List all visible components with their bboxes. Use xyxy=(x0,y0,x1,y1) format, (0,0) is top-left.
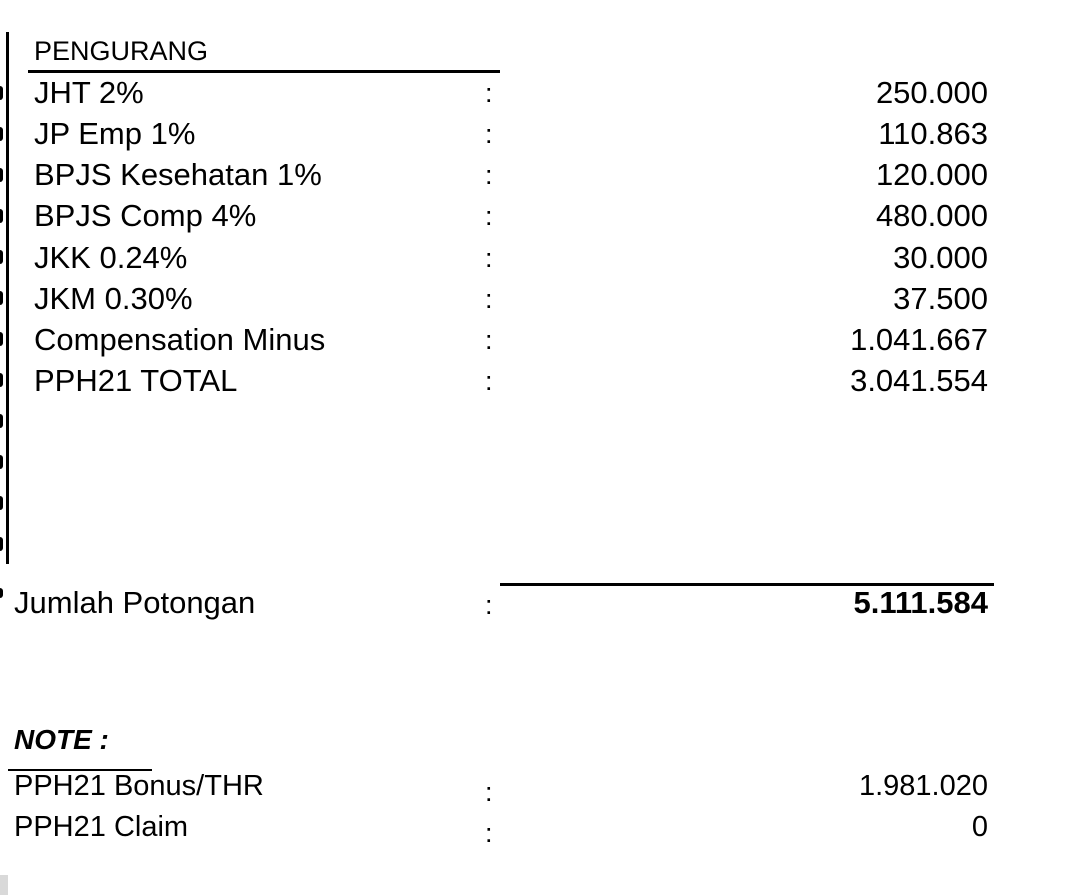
row-colon: : xyxy=(485,201,493,231)
row-label: Compensation Minus xyxy=(34,322,326,357)
total-label: Jumlah Potongan xyxy=(14,585,256,620)
left-edge-mark xyxy=(0,250,3,264)
row-colon: : xyxy=(485,78,493,108)
section-title: PENGURANG xyxy=(34,36,209,66)
note-value: 1.981.020 xyxy=(858,770,988,802)
left-edge-mark xyxy=(0,537,3,551)
left-edge-mark xyxy=(0,332,3,346)
row-colon: : xyxy=(485,243,493,273)
left-edge-mark xyxy=(0,86,3,100)
row-value: 1.041.667 xyxy=(850,322,988,357)
section-underline xyxy=(28,70,500,73)
total-value: 5.111.584 xyxy=(853,585,988,620)
row-label: BPJS Kesehatan 1% xyxy=(34,157,322,192)
row-label: BPJS Comp 4% xyxy=(34,198,257,233)
left-edge-mark xyxy=(0,373,3,387)
row-colon: : xyxy=(485,160,493,190)
row-label: JKM 0.30% xyxy=(34,281,193,316)
row-value: 30.000 xyxy=(893,240,988,275)
left-edge-mark xyxy=(0,496,3,510)
row-value: 120.000 xyxy=(875,157,988,192)
note-colon: : xyxy=(485,777,493,807)
row-value: 110.863 xyxy=(878,116,988,151)
row-value: 480.000 xyxy=(875,198,988,233)
note-title: NOTE : xyxy=(14,724,109,755)
left-edge-mark xyxy=(0,168,3,182)
row-value: 3.041.554 xyxy=(850,363,988,398)
row-colon: : xyxy=(485,284,493,314)
left-edge-mark xyxy=(0,588,3,598)
note-label: PPH21 Bonus/THR xyxy=(14,770,264,802)
row-colon: : xyxy=(485,366,493,396)
total-colon: : xyxy=(485,590,493,620)
row-label: PPH21 TOTAL xyxy=(34,363,238,398)
row-value: 37.500 xyxy=(893,281,988,316)
row-label: JKK 0.24% xyxy=(34,240,188,275)
left-edge-mark xyxy=(0,414,3,428)
row-colon: : xyxy=(485,325,493,355)
left-edge-mark xyxy=(0,209,3,223)
note-value: 0 xyxy=(971,811,988,843)
row-label: JP Emp 1% xyxy=(34,116,196,151)
left-edge-mark xyxy=(0,127,3,141)
row-colon: : xyxy=(485,119,493,149)
left-edge-mark xyxy=(0,455,3,469)
row-value: 250.000 xyxy=(875,75,988,110)
note-label: PPH21 Claim xyxy=(14,811,189,843)
row-label: JHT 2% xyxy=(34,75,144,110)
left-border-line xyxy=(6,32,9,564)
note-colon: : xyxy=(485,818,493,848)
page-corner-shade xyxy=(0,875,8,895)
left-edge-mark xyxy=(0,291,3,305)
